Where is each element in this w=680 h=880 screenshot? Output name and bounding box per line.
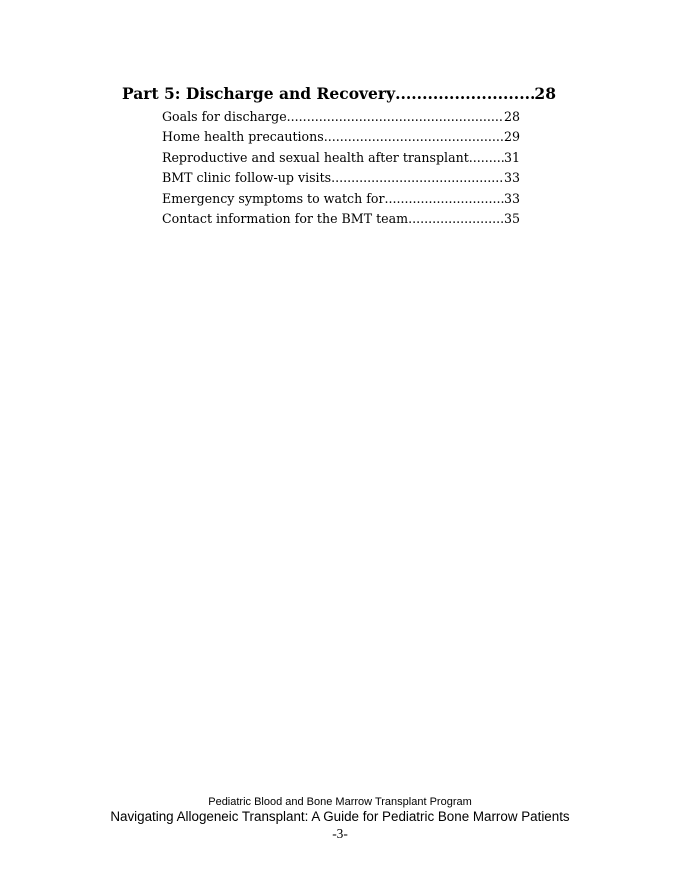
toc-part-title: Part 5: Discharge and Recovery xyxy=(122,84,396,103)
toc-entry xyxy=(162,168,520,188)
toc-entry-page: 31 xyxy=(503,149,520,165)
toc-entry xyxy=(162,148,520,168)
toc-entry-page: 33 xyxy=(503,190,520,206)
toc-entry-title: Reproductive and sexual health after transplant xyxy=(162,149,469,165)
toc-entry-title: BMT clinic follow-up visits xyxy=(162,170,332,186)
toc-dot-leader xyxy=(408,209,504,229)
toc-dot-leader xyxy=(395,82,534,106)
footer-document-title: Navigating Allogeneic Transplant: A Guide for Pediatric Bone Marrow Patients xyxy=(110,809,570,824)
toc-part-page: 28 xyxy=(534,84,556,103)
toc-dot-leader xyxy=(287,107,504,127)
toc-entry-title: Goals for discharge xyxy=(162,109,287,124)
toc-part-heading xyxy=(122,82,556,106)
toc-entry-page: 33 xyxy=(503,170,520,186)
toc-entry-title: Contact information for the BMT team xyxy=(162,211,409,227)
toc-dot-leader xyxy=(331,168,504,188)
toc-entry-page: 29 xyxy=(503,129,520,145)
toc-entry-title: Emergency symptoms to watch for xyxy=(162,190,385,206)
toc-entry xyxy=(162,189,520,209)
toc-dot-leader xyxy=(469,148,504,168)
toc-dot-leader xyxy=(384,189,504,209)
toc-entry xyxy=(162,209,520,229)
toc-entry-list xyxy=(162,107,520,229)
toc-entry-page: 28 xyxy=(503,109,520,124)
toc-entry-title: Home health precautions xyxy=(162,129,324,145)
footer-page-number: -3- xyxy=(332,826,348,841)
table-of-contents xyxy=(122,82,562,229)
toc-entry xyxy=(162,107,520,127)
toc-dot-leader xyxy=(324,127,504,147)
toc-entry-page: 35 xyxy=(503,211,520,227)
footer-program-name: Pediatric Blood and Bone Marrow Transplant Program xyxy=(208,796,472,808)
toc-entry xyxy=(162,127,520,147)
